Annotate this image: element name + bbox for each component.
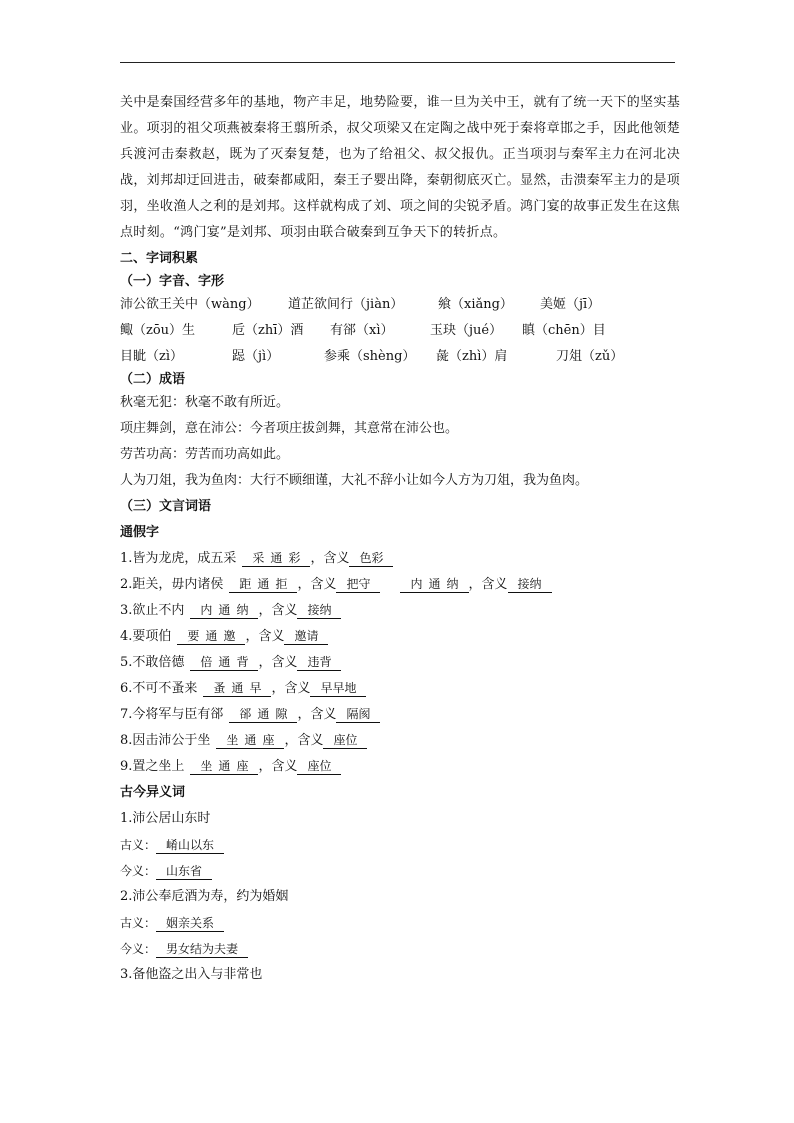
gujin-ancient-meaning-row: [120, 832, 680, 858]
meaning-label: ，含义: [468, 577, 508, 592]
tongjia-benzi: 邀: [223, 629, 236, 643]
tongjia-line: [120, 572, 680, 598]
section-title-vocabulary: 二、字词积累: [120, 251, 199, 266]
tongjia-char: 内: [200, 603, 219, 617]
tongjia-meaning: 色彩: [349, 550, 393, 567]
gujin-modern-meaning: 山东省: [156, 863, 212, 880]
gujin-modern-meaning: 男女结为夫妻: [156, 941, 248, 958]
tongjia-sentence: 9.置之坐上: [120, 759, 185, 774]
tongjia-answer: [229, 706, 297, 723]
meaning-label: ，含义: [284, 733, 324, 748]
tongjia-meaning: 座位: [323, 732, 367, 749]
tongjia-line: [120, 754, 680, 780]
tongjia-meaning: 接纳: [297, 602, 341, 619]
tongjia-char: 坐: [226, 733, 245, 747]
tongjia-line: [120, 728, 680, 754]
gujin-modern-meaning-row: [120, 858, 680, 884]
tongjia-answer: [400, 576, 468, 593]
tongjia-meaning: 早早地: [310, 680, 366, 697]
document-body: [120, 90, 680, 988]
gujin-ancient-meaning: 姻亲关系: [156, 915, 224, 932]
tong-word: 通: [428, 577, 447, 591]
tongjia-answer: [229, 576, 297, 593]
pron-item: 道芷欲间行（jiàn）: [288, 297, 404, 312]
tongjia-char: 距: [239, 577, 258, 591]
tongjia-meaning: 座位: [297, 758, 341, 775]
tongjia-answer: [216, 732, 284, 749]
tongjia-benzi: 拒: [275, 577, 288, 591]
gujin-sentence: 2.沛公奉卮酒为寿，约为婚姻: [120, 889, 289, 904]
tong-word: 通: [257, 707, 276, 721]
tongjia-meaning: 违背: [297, 654, 341, 671]
idiom-line: 项庄舞剑，意在沛公：今者项庄拔剑舞，其意常在沛公也。: [120, 421, 459, 436]
tongjia-char: 内: [410, 577, 429, 591]
pron-item: 瞋（chēn）目: [522, 323, 606, 338]
tongjia-benzi: 背: [236, 655, 249, 669]
gujin-title: 古今异义词: [120, 785, 186, 800]
gujin-ancient-meaning-label: 古义：: [120, 916, 157, 930]
pron-item: 美姬（jī）: [540, 297, 601, 312]
gujin-modern-meaning-row: [120, 936, 680, 962]
tongjia-sentence: 1.皆为龙虎，成五采: [120, 551, 237, 566]
tongjia-sentence: 6.不可不蚤来: [120, 681, 198, 696]
tongjia-answer: [242, 550, 310, 567]
tongjia-list: [120, 546, 680, 780]
tongjia-benzi: 座: [236, 759, 249, 773]
subsection-classical-words-title: （三）文言词语: [120, 499, 212, 514]
tongjia-benzi: 隙: [275, 707, 288, 721]
meaning-label: ，含义: [310, 551, 350, 566]
tongjia-sentence: 5.不敢倍德: [120, 655, 185, 670]
tongjia-answer: [190, 602, 258, 619]
tongjia-sentence: 4.要项伯: [120, 629, 172, 644]
pronunciation-row: [120, 318, 680, 344]
gujin-ancient-meaning: 崤山以东: [156, 837, 224, 854]
meaning-label: ，含义: [245, 629, 285, 644]
tong-word: 通: [244, 733, 263, 747]
tongjia-char: 要: [187, 629, 206, 643]
tongjia-meaning: 接纳: [508, 576, 552, 593]
gujin-sentence: 1.沛公居山东时: [120, 811, 211, 826]
tong-word: 通: [270, 551, 289, 565]
gujin-modern-meaning-label: 今义：: [120, 942, 157, 956]
meaning-label: ，含义: [258, 655, 298, 670]
tongjia-answer: [190, 758, 258, 775]
tongjia-sentence: 8.因击沛公于坐: [120, 733, 211, 748]
tong-word: 通: [218, 759, 237, 773]
tongjia-line: [120, 702, 680, 728]
tongjia-char: 倍: [200, 655, 219, 669]
tongjia-sentence: 7.今将军与臣有郤: [120, 707, 224, 722]
gujin-ancient-meaning-label: 古义：: [120, 838, 157, 852]
idiom-line: 劳苦功高：劳苦而功高如此。: [120, 447, 290, 462]
tongjia-meaning: 把守: [336, 576, 380, 593]
idiom-line: 秋毫无犯：秋毫不敢有所近。: [120, 395, 290, 410]
meaning-label: ，含义: [258, 759, 298, 774]
pron-item: 沛公欲王关中（wàng）: [120, 297, 260, 312]
gujin-sentence: 3.备他盗之出入与非常也: [120, 967, 263, 982]
pron-item: 刀俎（zǔ）: [556, 349, 624, 364]
meaning-label: ，含义: [297, 577, 337, 592]
pron-item: 彘（zhì）肩: [436, 349, 508, 364]
idiom-line: 人为刀俎，我为鱼肉：大行不顾细谨，大礼不辞小让如今人方为刀俎，我为鱼肉。: [120, 473, 589, 488]
tongjia-char: 蚤: [213, 681, 232, 695]
gujin-list: [120, 806, 680, 988]
tongjia-line: [120, 650, 680, 676]
tongjia-meaning: 隔阂: [336, 706, 380, 723]
pron-item: 参乘（shèng）: [324, 349, 416, 364]
tongjia-line: [120, 624, 680, 650]
tongjia-answer: [203, 680, 271, 697]
subsection-idioms-title: （二）成语: [120, 372, 186, 387]
gujin-ancient-meaning-row: [120, 910, 680, 936]
tongjia-line: [120, 546, 680, 572]
tongjia-answer: [190, 654, 258, 671]
pron-item: 有郤（xì）: [330, 323, 394, 338]
tongjia-title: 通假字: [120, 525, 160, 540]
tong-word: 通: [231, 681, 250, 695]
pronunciation-row: [120, 344, 680, 370]
pron-item: 鲰（zōu）生: [120, 323, 196, 338]
header-rule: [120, 62, 675, 63]
pron-item: 卮（zhī）酒: [232, 323, 304, 338]
pron-item: 目眦（zì）: [120, 349, 184, 364]
tongjia-benzi: 早: [249, 681, 262, 695]
tong-word: 通: [205, 629, 224, 643]
tongjia-benzi: 彩: [288, 551, 301, 565]
meaning-label: ，含义: [258, 603, 298, 618]
tongjia-line: [120, 598, 680, 624]
tongjia-benzi: 纳: [446, 577, 459, 591]
tongjia-sentence: 2.距关，毋内诸侯: [120, 577, 224, 592]
tongjia-meaning: 邀请: [284, 628, 328, 645]
tong-word: 通: [218, 603, 237, 617]
tongjia-char: 坐: [200, 759, 219, 773]
tongjia-char: 郤: [239, 707, 258, 721]
gujin-modern-meaning-label: 今义：: [120, 864, 157, 878]
pron-item: 玉玦（jué）: [430, 323, 503, 338]
tongjia-benzi: 纳: [236, 603, 249, 617]
tongjia-benzi: 座: [262, 733, 275, 747]
meaning-label: ，含义: [271, 681, 311, 696]
intro-paragraph: 关中是秦国经营多年的基地，物产丰足，地势险要，谁一旦为关中王，就有了统一天下的坚实基业。项羽的祖父项燕被秦将王翦所杀，叔父项梁又在定陶之战中死于秦将章邯之手，因此他领楚兵渡河击秦救赵，既为了灭秦复楚，也为了给祖父、叔父报仇。正当项羽与秦军主力在河北决战，刘邦却迂回进击，破秦都咸阳，秦王子婴出降，秦朝彻底灭亡。显然，击溃秦军主力的是项羽，坐收渔人之利的是刘邦。这样就构成了刘、项之间的尖锐矛盾。鸿门宴的故事正发生在这焦点时刻。“鸿门宴”是刘邦、项羽由联合破秦到互争天下的转折点。: [120, 95, 680, 240]
pron-item: 飨（xiǎng）: [438, 297, 513, 312]
tong-word: 通: [257, 577, 276, 591]
subsection-pronunciation-title: （一）字音、字形: [120, 274, 225, 289]
pron-item: 跽（jì）: [232, 349, 280, 364]
meaning-label: ，含义: [297, 707, 337, 722]
tongjia-line: [120, 676, 680, 702]
tongjia-answer: [177, 628, 245, 645]
pronunciation-row: [120, 292, 680, 318]
tongjia-sentence: 3.欲止不内: [120, 603, 185, 618]
tongjia-char: 采: [252, 551, 271, 565]
tong-word: 通: [218, 655, 237, 669]
